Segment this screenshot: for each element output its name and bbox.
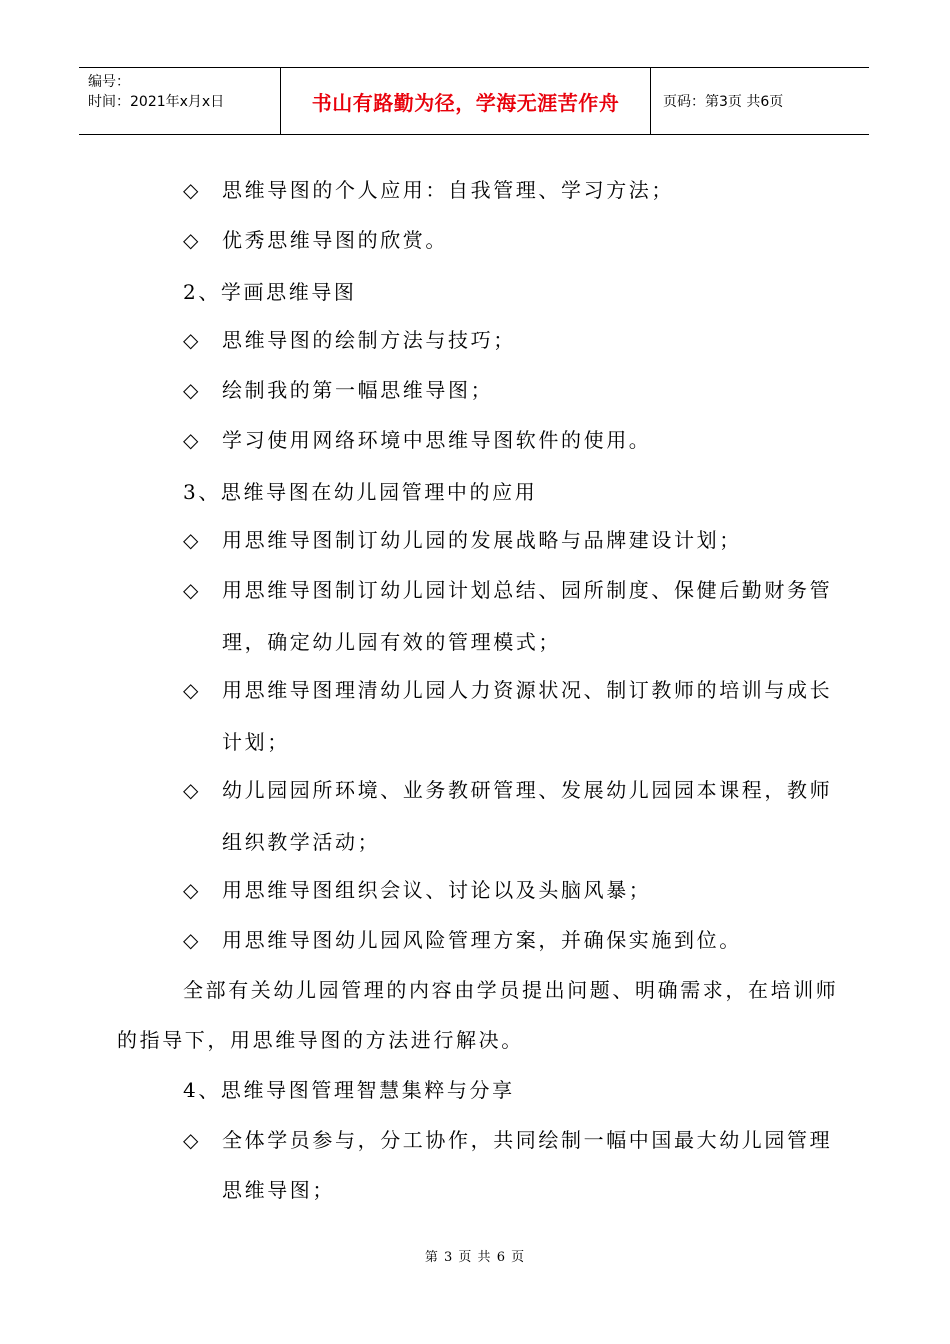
bullet-diamond-icon: ◇ xyxy=(183,428,199,452)
list-item: 学习使用网络环境中思维导图软件的使用。 xyxy=(222,428,652,452)
bullet-diamond-icon: ◇ xyxy=(183,328,199,352)
page-header xyxy=(79,67,869,135)
bullet-diamond-icon: ◇ xyxy=(183,878,199,902)
list-item: 用思维导图幼儿园风险管理方案，并确保实施到位。 xyxy=(222,928,742,952)
bullet-diamond-icon: ◇ xyxy=(183,228,199,252)
bullet-diamond-icon: ◇ xyxy=(183,528,199,552)
bullet-diamond-icon: ◇ xyxy=(183,178,199,202)
paragraph: 全部有关幼儿园管理的内容由学员提出问题、明确需求，在培训师 xyxy=(183,978,839,1002)
list-item-continuation: 组织教学活动； xyxy=(222,830,381,854)
bullet-diamond-icon: ◇ xyxy=(183,578,199,602)
list-item: 思维导图的绘制方法与技巧； xyxy=(222,328,516,352)
section-heading: 4、思维导图管理智慧集粹与分享 xyxy=(183,1078,515,1102)
list-item: 优秀思维导图的欣赏。 xyxy=(222,228,448,252)
list-item-continuation: 理，确定幼儿园有效的管理模式； xyxy=(222,630,561,654)
list-item: 用思维导图制订幼儿园计划总结、园所制度、保健后勤财务管 xyxy=(222,578,833,602)
header-page-label: 页码：第3页 共6页 xyxy=(663,94,784,110)
list-item: 全体学员参与，分工协作，共同绘制一幅中国最大幼儿园管理 xyxy=(222,1128,833,1152)
list-item: 用思维导图组织会议、讨论以及头脑风暴； xyxy=(222,878,652,902)
section-heading: 2、学画思维导图 xyxy=(183,280,357,304)
section-heading: 3、思维导图在幼儿园管理中的应用 xyxy=(183,480,538,504)
list-item: 用思维导图制订幼儿园的发展战略与品牌建设计划； xyxy=(222,528,742,552)
bullet-diamond-icon: ◇ xyxy=(183,928,199,952)
header-info-cell xyxy=(79,68,281,134)
list-item: 绘制我的第一幅思维导图； xyxy=(222,378,494,402)
page-footer: 第 3 页 共 6 页 xyxy=(424,1250,526,1265)
paragraph-continuation: 的指导下，用思维导图的方法进行解决。 xyxy=(117,1028,524,1052)
list-item: 思维导图的个人应用：自我管理、学习方法； xyxy=(222,178,674,202)
bullet-diamond-icon: ◇ xyxy=(183,378,199,402)
date-label: 时间：2021年x月x日 xyxy=(88,94,225,110)
list-item-continuation: 计划； xyxy=(222,730,290,754)
list-item: 幼儿园园所环境、业务教研管理、发展幼儿园园本课程，教师 xyxy=(222,778,833,802)
code-label: 编号： xyxy=(88,74,130,90)
list-item-continuation: 思维导图； xyxy=(222,1178,335,1202)
header-motto: 书山有路勤为径，学海无涯苦作舟 xyxy=(281,68,651,134)
list-item: 用思维导图理清幼儿园人力资源状况、制订教师的培训与成长 xyxy=(222,678,833,702)
bullet-diamond-icon: ◇ xyxy=(183,1128,199,1152)
bullet-diamond-icon: ◇ xyxy=(183,678,199,702)
bullet-diamond-icon: ◇ xyxy=(183,778,199,802)
